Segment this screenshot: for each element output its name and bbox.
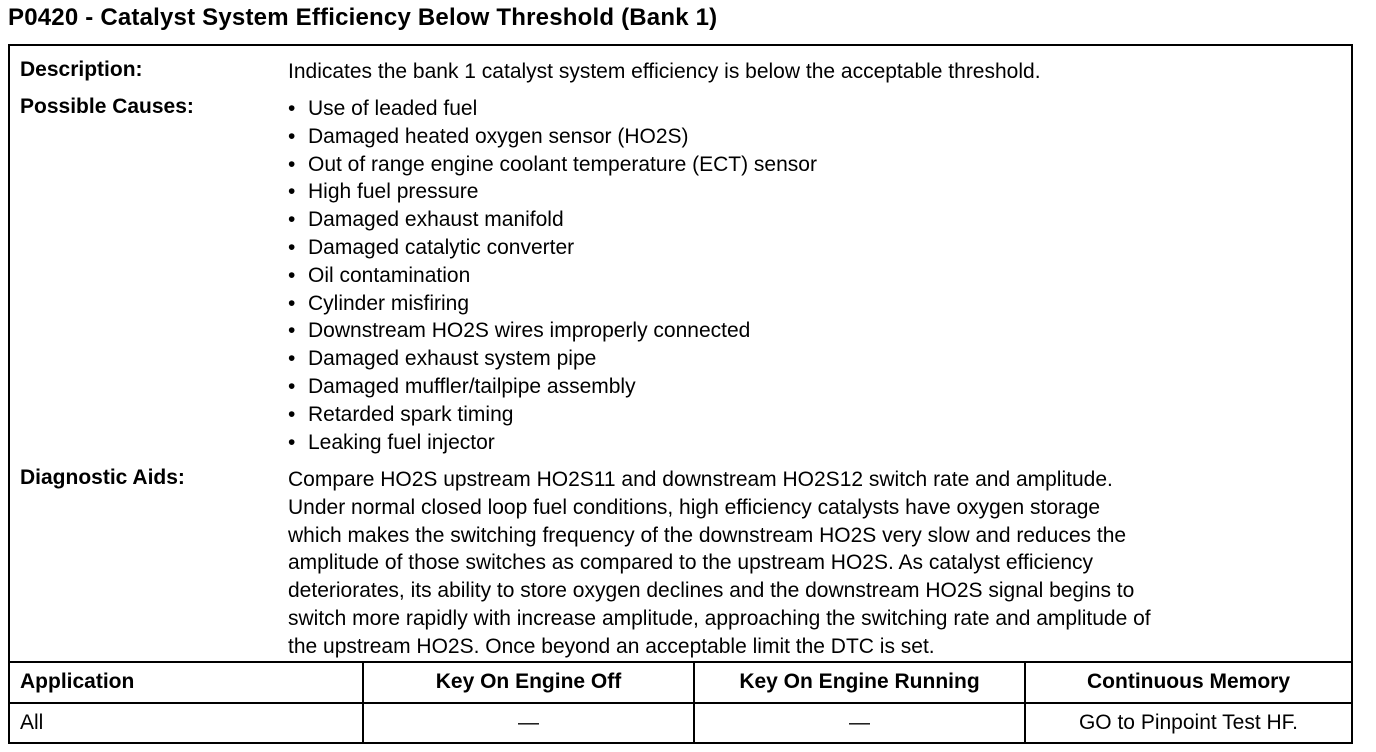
table-header-row — [10, 663, 1351, 703]
application-table — [10, 663, 1351, 742]
diagnostic-aids-line: Compare HO2S upstream HO2S11 and downstream HO2S12 switch rate and amplitude. — [288, 468, 1113, 491]
diagnostic-aids-line: which makes the switching frequency of the downstream HO2S very slow and reduces the — [288, 523, 1127, 547]
description-text: Indicates the bank 1 catalyst system efficiency is below the acceptable threshold. — [288, 60, 1041, 83]
possible-causes-list — [288, 95, 1343, 456]
list-item: • Retarded spark timing — [288, 401, 1343, 429]
bullet-icon: • — [288, 235, 296, 259]
diagnostic-aids-line: the upstream HO2S. Once beyond an acceptable limit the DTC is set. — [288, 634, 935, 658]
bullet-icon: • — [288, 402, 296, 426]
bullet-icon: • — [288, 208, 296, 232]
list-item: • High fuel pressure — [288, 178, 1343, 206]
diagnostic-aids-text — [288, 466, 1343, 661]
list-item: • Cylinder misfiring — [288, 290, 1343, 318]
bullet-icon: • — [288, 291, 296, 315]
bullet-icon: • — [288, 263, 296, 287]
list-item: • Oil contamination — [288, 262, 1343, 290]
list-item: • Leaking fuel injector — [288, 429, 1343, 457]
bullet-icon: • — [288, 374, 296, 398]
description-label: Description: — [20, 58, 143, 81]
cell-koer: — — [694, 703, 1025, 743]
header-key-on-engine-off: Key On Engine Off — [363, 663, 694, 703]
header-continuous-memory: Continuous Memory — [1025, 663, 1351, 703]
list-item: • Damaged heated oxygen sensor (HO2S) — [288, 123, 1343, 151]
cell-application: All — [10, 703, 363, 743]
bullet-icon: • — [288, 319, 296, 343]
bullet-icon: • — [288, 97, 296, 120]
list-item: • Damaged catalytic converter — [288, 234, 1343, 262]
possible-causes-list-container — [288, 95, 1343, 456]
bullet-icon: • — [288, 430, 296, 454]
bullet-icon: • — [288, 152, 296, 176]
bullet-icon: • — [288, 124, 296, 148]
diagnostic-aids-label: Diagnostic Aids: — [20, 466, 185, 489]
possible-causes-label: Possible Causes: — [20, 95, 194, 118]
header-application: Application — [10, 663, 363, 703]
list-item: • Use of leaded fuel — [288, 95, 1343, 123]
diagnostic-aids-line: amplitude of those switches as compared to the upstream HO2S. As catalyst efficiency — [288, 551, 1094, 575]
list-item: • Damaged exhaust system pipe — [288, 345, 1343, 373]
bullet-icon: • — [288, 180, 296, 204]
list-item: • Out of range engine coolant temperature (ECT) sensor — [288, 151, 1343, 179]
diagnostic-aids-line: Under normal closed loop fuel conditions, high efficiency catalysts have oxygen storage — [288, 495, 1101, 519]
list-item: • Damaged muffler/tailpipe assembly — [288, 373, 1343, 401]
list-item: • Damaged exhaust manifold — [288, 206, 1343, 234]
diagnostic-aids-line: deteriorates, its ability to store oxygen declines and the downstream HO2S signal begins to — [288, 579, 1135, 603]
diagnostic-aids-line: switch more rapidly with increase amplitude, approaching the switching rate and amplitude of — [288, 606, 1151, 630]
cell-koeo: — — [363, 703, 694, 743]
dtc-info-box — [8, 44, 1353, 744]
header-key-on-engine-running: Key On Engine Running — [694, 663, 1025, 703]
dtc-details-section — [10, 46, 1351, 663]
cell-continuous-memory: GO to Pinpoint Test HF. — [1025, 703, 1351, 743]
list-item: • Downstream HO2S wires improperly connected — [288, 317, 1343, 345]
bullet-icon: • — [288, 347, 296, 371]
table-row — [10, 703, 1351, 743]
page-title: P0420 - Catalyst System Efficiency Below Threshold (Bank 1) — [8, 4, 718, 31]
